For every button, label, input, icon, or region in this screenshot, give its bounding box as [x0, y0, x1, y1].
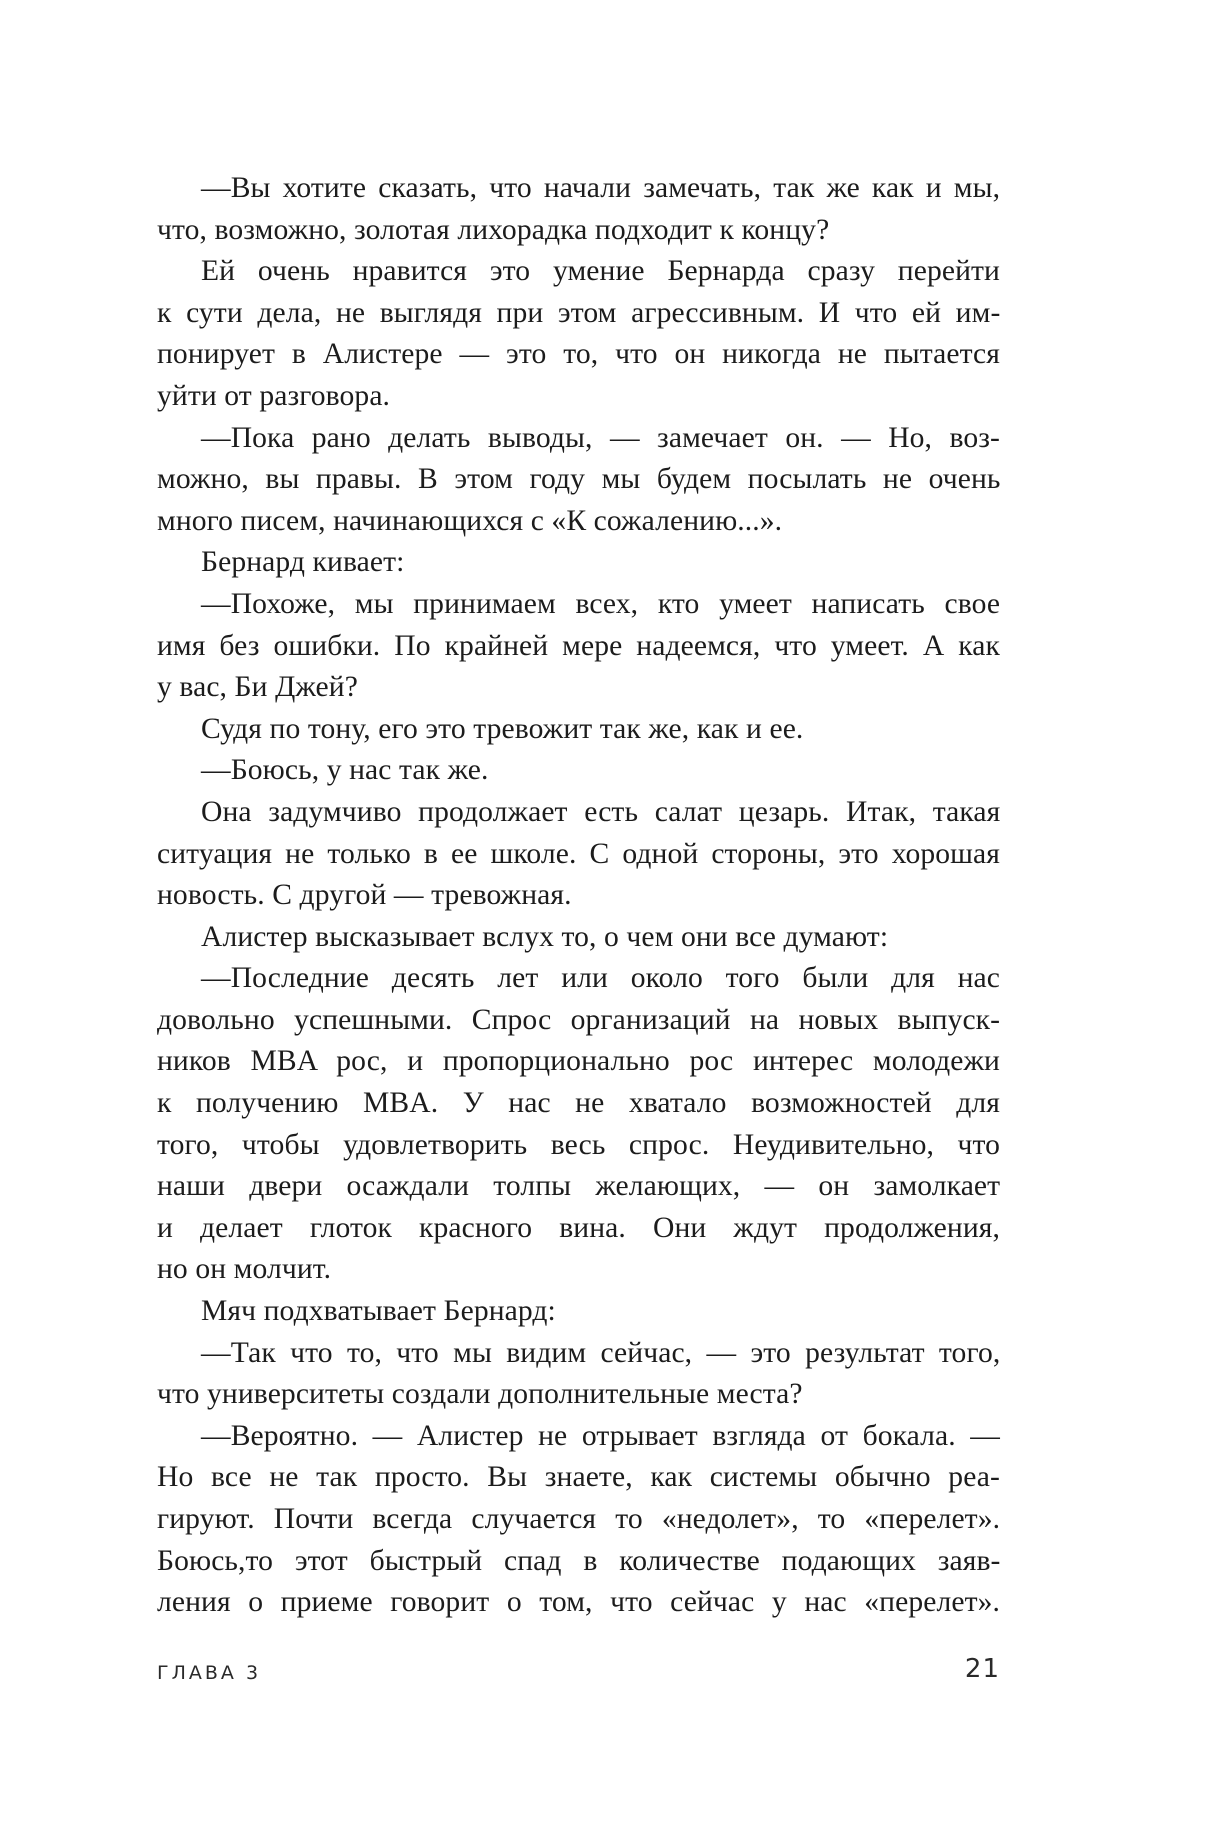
text-line: Мяч подхватывает Бернард: [201, 1295, 556, 1328]
text-line: довольно успешными. Спрос организаций на новых выпуск- [157, 1003, 1001, 1036]
text-line: Судя по тону, его это тревожит так же, как и ее. [201, 712, 804, 745]
text-line: у вас, Би Джей? [157, 671, 358, 704]
text-line: ситуация не только в ее школе. С одной стороны, это хорошая [157, 837, 1000, 870]
text-line: и делает глоток красного вина. Они ждут продолжения, [157, 1211, 1000, 1244]
text-line: того, чтобы удовлетворить весь спрос. Неудивительно, что [157, 1128, 1001, 1161]
text-line: наши двери осаждали толпы желающих, — он замолкает [157, 1170, 1001, 1203]
text-line: ников MBA рос, и пропорционально рос интерес молодежи [157, 1045, 1000, 1078]
page-number: 21 [964, 1654, 1000, 1684]
running-footer-chapter: ГЛАВА 3 [157, 1662, 262, 1684]
text-line: много писем, начинающихся с «К сожалению...». [157, 504, 783, 537]
text-line: к получению MBA. У нас не хватало возможностей для [157, 1087, 1000, 1120]
text-line: ления о приеме говорит о том, что сейчас у нас «перелет». [157, 1586, 1000, 1619]
text-line: к сути дела, не выглядя при этом агрессивным. И что ей им- [157, 296, 1001, 329]
text-line: Но все не так просто. Вы знаете, как системы обычно реа- [157, 1461, 1000, 1494]
text-line: —Боюсь, у нас так же. [201, 754, 489, 787]
text-line: Бернард кивает: [201, 546, 405, 579]
text-line: понирует в Алистере — это то, что он никогда не пытается [157, 338, 1000, 371]
text-line: —Так что то, что мы видим сейчас, — это результат того, [201, 1336, 1001, 1369]
body-text [157, 168, 1000, 1624]
text-line: имя без ошибки. По крайней мере надеемся, что умеет. А как [157, 629, 1000, 662]
text-line: Ей очень нравится это умение Бернарда сразу перейти [201, 255, 1000, 288]
text-line: —Вероятно. — Алистер не отрывает взгляда от бокала. — [201, 1419, 1000, 1452]
text-line: но он молчит. [157, 1253, 332, 1286]
text-line: Она задумчиво продолжает есть салат цезарь. Итак, такая [201, 795, 1001, 828]
text-line: Боюсь,то этот быстрый спад в количестве подающих заяв- [157, 1544, 1001, 1577]
text-line: что университеты создали дополнительные места? [157, 1378, 803, 1411]
text-line: можно, вы правы. В этом году мы будем посылать не очень [157, 463, 1001, 496]
text-line: —Похоже, мы принимаем всех, кто умеет написать свое [201, 587, 1001, 620]
text-line: —Вы хотите сказать, что начали замечать, так же как и мы, [201, 172, 1001, 204]
text-line: —Пока рано делать выводы, — замечает он. — Но, воз- [201, 421, 1000, 454]
text-line: что, возможно, золотая лихорадка подходит к концу? [157, 213, 830, 246]
text-line: Алистер высказывает вслух то, о чем они все думают: [201, 920, 889, 953]
text-line: —Последние десять лет или около того были для нас [201, 962, 1000, 995]
text-line: гируют. Почти всегда случается то «недолет», то «перелет». [157, 1503, 1001, 1535]
text-line: новость. С другой — тревожная. [157, 879, 572, 912]
text-line: уйти от разговора. [157, 379, 391, 412]
